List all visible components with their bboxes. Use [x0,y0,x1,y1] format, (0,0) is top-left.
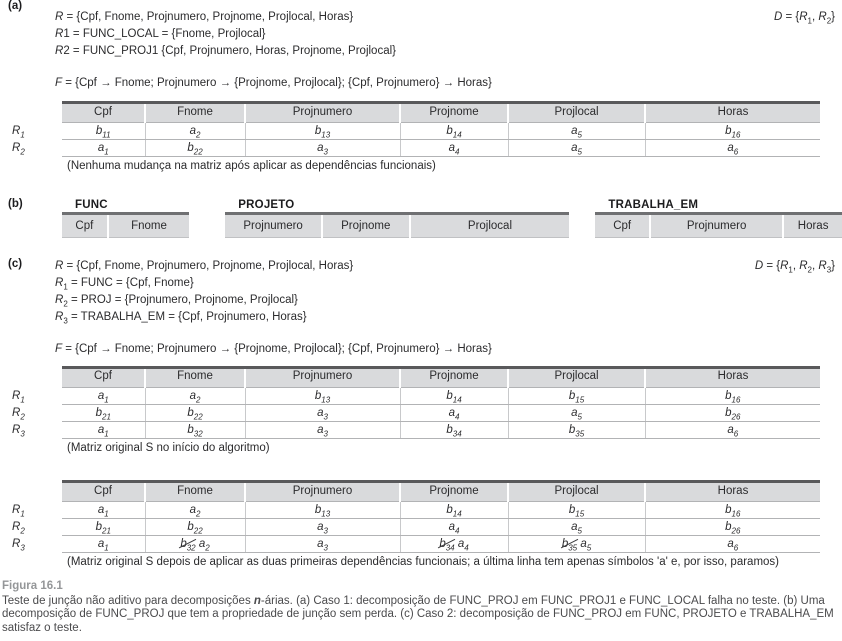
schema-column: Projnumero [650,215,783,238]
schema-column: Horas [783,215,842,238]
column-header: Projlocal [508,101,645,123]
column-header: Projlocal [508,366,645,388]
matrix-cell: $b_{11}$ [62,123,145,140]
section-c [0,258,842,570]
struck-value: $b_{32}$ [180,538,196,553]
schema-name: FUNC [75,198,108,211]
matrix-cell: $b_{34}$ $a_4$ [400,536,508,553]
row-label: $R_2$ [12,142,25,157]
relation-definition-text: R = {Cpf, Fnome, Projnumero, Projnome, Projlocal, Horas} [55,11,354,23]
schema-column: Cpf [595,215,650,238]
relation-definition-text: R = {Cpf, Fnome, Projnumero, Projnome, Projlocal, Horas} [55,259,354,272]
schema-column: Projnome [322,215,410,238]
matrix-cell: $b_{32}$ [145,421,245,438]
matrix-cell: $b_{15}$ [508,502,645,519]
schema-table [595,215,842,238]
matrix-row [8,123,820,140]
corner-cell [8,101,62,123]
schema-header-row [595,215,842,238]
column-header: Projnome [400,101,508,123]
decomposition-r3-line: $R_3$ = TRABALHA_EM = {Cpf, Projnumero, Horas} [55,310,307,325]
schema-column: Cpf [62,215,108,238]
matrix-cell: $b_{26}$ [645,519,820,536]
row-label: $R_3$ [12,423,25,438]
section-b-label: (b) [8,197,23,210]
matrix-cell: $b_{13}$ [245,502,400,519]
matrix-cell: $b_{34}$ [400,421,508,438]
matrix-cell: $b_{14}$ [400,502,508,519]
matrix-cell: $a_3$ [245,404,400,421]
decomposition-r2-line: R2 = FUNC_PROJ1 {Cpf, Projnumero, Horas, Projnome, Projlocal} [55,45,396,57]
column-header: Horas [645,480,820,502]
struck-value: $b_{35}$ [561,538,578,553]
matrix-table [8,101,820,157]
matrix-cell: $b_{16}$ [645,387,820,404]
matrix-cell: $a_5$ [508,404,645,421]
functional-dependencies-line: F = {Cpf → Fnome; Projnumero → {Projnome, Projlocal}; {Cpf, Projnumero} → Horas} [55,342,492,355]
matrix-initial-caption: (Matriz original S no início do algoritmo) [67,441,270,454]
schema-func [62,198,189,238]
matrix-cell: $a_6$ [645,536,820,553]
row-label: $R_1$ [12,504,25,519]
matrix-row [8,536,820,553]
matrix-a-caption: (Nenhuma mudança na matriz após aplicar as dependências funcionais) [67,160,436,172]
matrix-cell: $b_{15}$ [508,387,645,404]
schema-name: PROJETO [238,198,295,211]
matrix-cell: $a_6$ [645,421,820,438]
matrix-cell: $b_{14}$ [400,387,508,404]
column-header: Projnome [400,366,508,388]
matrix-cell: $a_1$ [62,140,145,157]
matrix-cell: $a_1$ [62,536,145,553]
matrix-cell: $a_6$ [645,140,820,157]
schema-column: Projlocal [410,215,570,238]
matrix-cell: $b_{35}$ $a_5$ [508,536,645,553]
matrix-cell: $b_{22}$ [145,140,245,157]
matrix-row [8,502,820,519]
matrix-row [8,387,820,404]
column-header: Cpf [62,480,145,502]
matrix-table-initial [8,366,820,439]
column-header: Horas [645,366,820,388]
schema-trabalha_em [595,198,842,238]
column-header: Fnome [145,101,245,123]
matrix-cell: $a_2$ [145,387,245,404]
figure-number-label: Figura 16.1 [2,579,63,592]
matrix-cell: $b_{21}$ [62,519,145,536]
section-c-label: (c) [8,257,23,270]
matrix-cell: $b_{22}$ [145,404,245,421]
matrix-cell: $b_{13}$ [245,123,400,140]
column-header: Projnome [400,480,508,502]
matrix-cell: $a_3$ [245,421,400,438]
schema-table [62,215,189,238]
matrix-cell: $a_5$ [508,140,645,157]
figure-caption-block [2,579,840,636]
row-label: $R_1$ [12,125,25,140]
matrix-row [8,404,820,421]
column-header: Projlocal [508,480,645,502]
matrix-cell: $b_{22}$ [145,519,245,536]
row-label: $R_2$ [12,521,25,536]
decomposition-r2-line: $R_2$ = PROJ = {Projnumero, Projnome, Projlocal} [55,293,298,308]
corner-cell [8,480,62,502]
schema-header-row [225,215,569,238]
matrix-cell: $a_4$ [400,519,508,536]
matrix-cell: $a_1$ [62,387,145,404]
matrix-cell: $b_{26}$ [645,404,820,421]
relation-definition-line [55,258,842,275]
figure-caption-text: Teste de junção não aditivo para decomposições n-árias. (a) Caso 1: decomposição de FUNC_PROJ em FUNC_PROJ1 e FUNC_LOCAL falha no teste. (b) Uma decomposição de FUNC_PROJ que tem a propriedade de junção sem perda. (c) Caso 2: decomposição de FUNC_PROJ em FUNC, PROJETO e TRABALHA_EM satisfaz o teste. [2,594,834,634]
column-header: Fnome [145,366,245,388]
functional-dependencies-line: F = {Cpf → Fnome; Projnumero → {Projnome, Projlocal}; {Cpf, Projnumero} → Horas} [55,77,492,89]
corner-cell [8,366,62,388]
decomposition-set-label: $D = \{R_1$, $R_2$} [773,11,835,26]
matrix-cell: $a_5$ [508,123,645,140]
schema-tables [0,198,842,238]
table-top-border [62,366,820,369]
column-header: Horas [645,101,820,123]
section-a-label: (a) [8,0,23,12]
section-c-formulas [55,258,842,358]
column-header: Fnome [145,480,245,502]
matrix-row [8,140,820,157]
matrix-table [8,480,820,553]
matrix-cell: $a_4$ [400,404,508,421]
matrix-cell: $a_3$ [245,519,400,536]
matrix-table [8,366,820,439]
matrix-cell: $b_{32}$ $a_2$ [145,536,245,553]
column-header: Projnumero [245,101,400,123]
matrix-header-row [8,366,820,388]
matrix-cell: $b_{35}$ [508,421,645,438]
section-a-formulas [55,9,842,92]
matrix-header-row [8,480,820,502]
decomposition-r1-line: $R_1$ = FUNC = {Cpf, Fnome} [55,276,194,291]
struck-value: $b_{34}$ [439,538,455,553]
matrix-cell: $a_1$ [62,421,145,438]
table-top-border [62,101,820,104]
matrix-table-after [8,480,820,553]
table-top-border [62,480,820,483]
matrix-cell: $a_3$ [245,536,400,553]
matrix-cell: $a_4$ [400,140,508,157]
matrix-cell: $b_{16}$ [645,123,820,140]
schema-header-row [62,215,189,238]
matrix-table-a [8,101,820,157]
row-label: $R_1$ [12,389,25,404]
section-b [0,198,842,238]
relation-definition-line [55,9,842,26]
decomposition-set-label: $D = \{R_1$, $R_2$, $R_3$} [754,259,835,274]
column-header: Cpf [62,101,145,123]
matrix-cell: $a_3$ [245,140,400,157]
schema-projeto [225,198,569,238]
schema-column: Projnumero [225,215,322,238]
schema-name: TRABALHA_EM [608,198,699,211]
column-header: Projnumero [245,480,400,502]
matrix-after-caption: (Matriz original S depois de aplicar as duas primeiras dependências funcionais; a última linha tem apenas símbolos 'a' e, por isso, paramos) [67,556,780,568]
schema-column: Fnome [108,215,190,238]
decomposition-r1-line: R1 = FUNC_LOCAL = {Fnome, Projlocal} [55,28,266,40]
section-a [0,0,842,174]
matrix-cell: $a_5$ [508,519,645,536]
matrix-cell: $b_{14}$ [400,123,508,140]
matrix-cell: $a_2$ [145,502,245,519]
column-header: Cpf [62,366,145,388]
matrix-cell: $a_1$ [62,502,145,519]
matrix-row [8,519,820,536]
matrix-cell: $b_{13}$ [245,387,400,404]
row-label: $R_2$ [12,406,25,421]
matrix-row [8,421,820,438]
matrix-cell: $b_{21}$ [62,404,145,421]
schema-table [225,215,569,238]
matrix-cell: $a_2$ [145,123,245,140]
row-label: $R_3$ [12,538,25,553]
matrix-header-row [8,101,820,123]
matrix-cell: $b_{16}$ [645,502,820,519]
column-header: Projnumero [245,366,400,388]
